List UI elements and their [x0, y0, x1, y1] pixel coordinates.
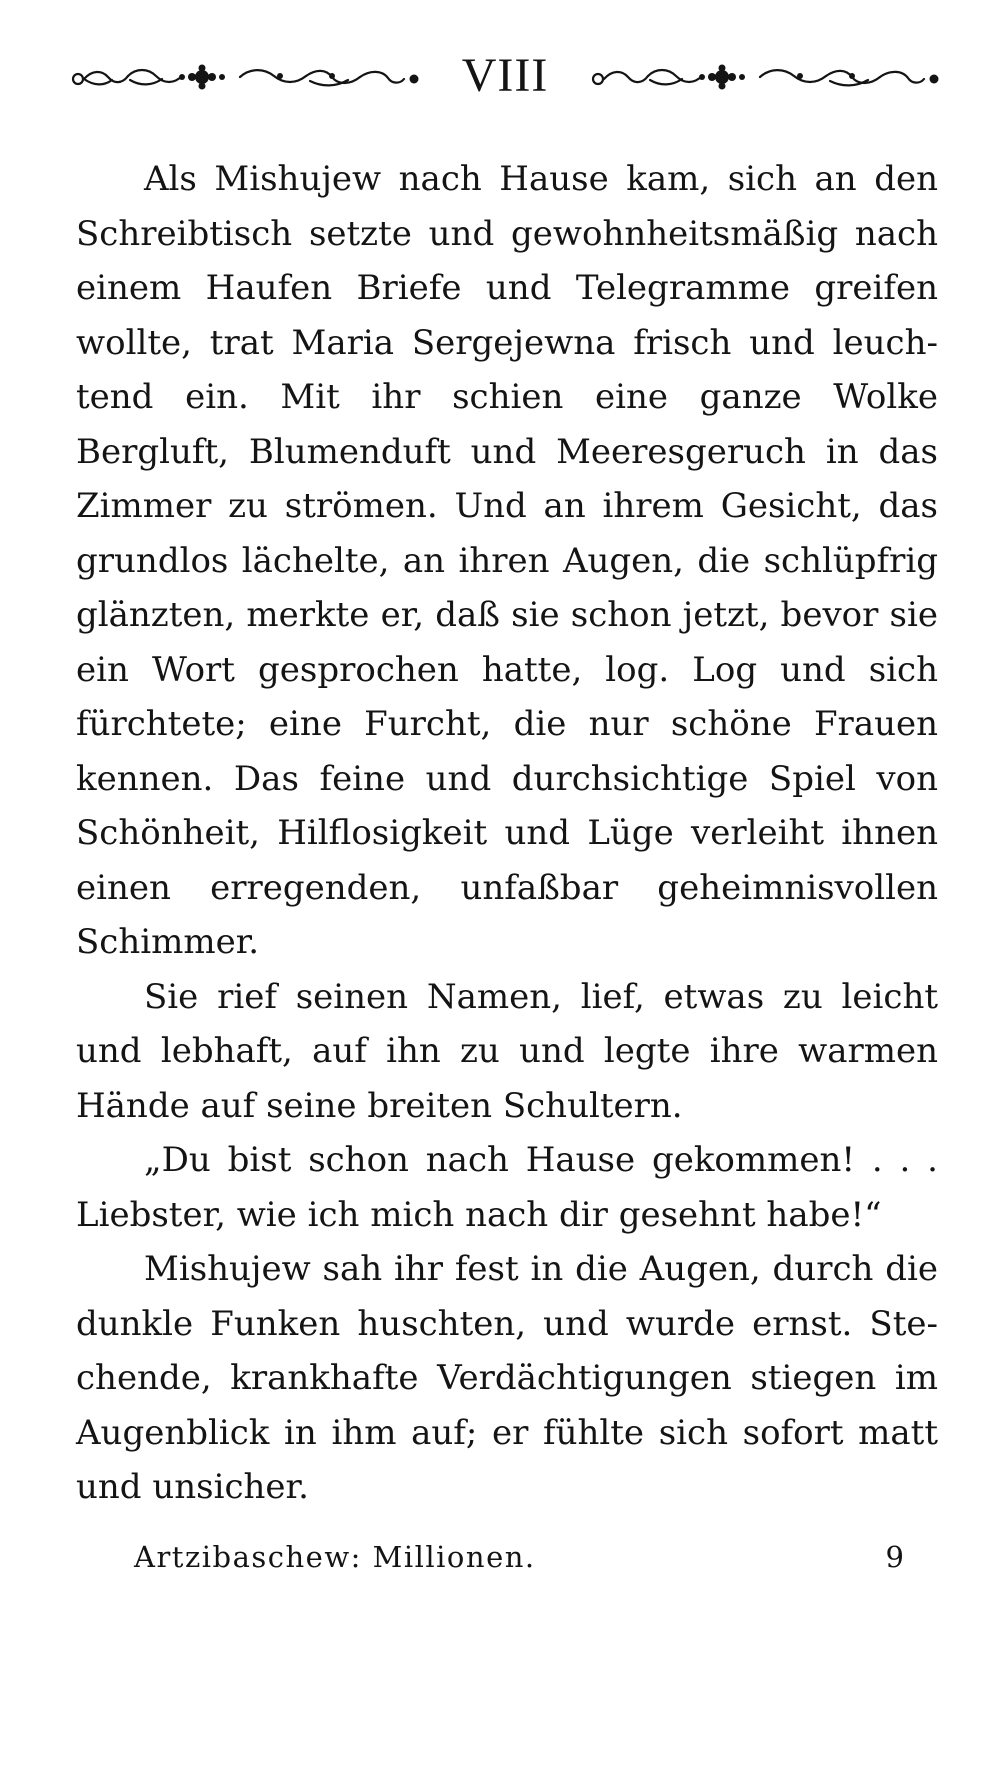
- chapter-body: [76, 152, 938, 1515]
- paragraph: Sie rief seinen Namen, lief, etwas zu leicht und lebhaft, auf ihn zu und legte ihre warmen Hände auf seine breiten Schultern.: [76, 976, 938, 1126]
- page-footer: [134, 1534, 904, 1580]
- chapter-header: [70, 46, 940, 106]
- signature-line: Artzibaschew: Millionen.: [134, 1540, 536, 1574]
- paragraph: Als Mishujew nach Hause kam, sich an den Schreibtisch setzte und gewohnheitsmäßig nach einem Haufen Briefe und Telegramme greifen wollte, trat Maria Sergejewna frisch und leuchtend ein. Mit ihr schien eine ganze Wolke Bergluft, Blumenduft und Meeresgeruch in das Zimmer zu strömen. Und an ihrem Gesicht, das grundlos lächelte, an ihren Augen, die schlüpfrig glänzten, merkte er, daß sie schon jetzt, bevor sie ein Wort gesprochen hatte, log. Log und sich fürchtete; eine Furcht, die nur schöne Frauen kennen. Das feine und durchsichtige Spiel von Schönheit, Hilflosigkeit und Lüge verleiht ihnen einen erregenden, unfaßbar geheimnisvollen Schimmer.: [76, 159, 938, 962]
- ornament-right-icon: [590, 64, 940, 90]
- chapter-number: VIII: [461, 49, 549, 102]
- page-number: 9: [885, 1540, 904, 1574]
- paragraph: Mishujew sah ihr fest in die Augen, durch die dunkle Funken huschten, und wurde ernst. Stechende, krankhafte Verdächtigungen stiegen im Augenblick in ihm auf; er fühlte sich sofort matt und unsicher.: [76, 1249, 938, 1507]
- paragraph: „Du bist schon nach Hause gekommen! . . . Liebster, wie ich mich nach dir gesehnt habe!“: [76, 1140, 938, 1235]
